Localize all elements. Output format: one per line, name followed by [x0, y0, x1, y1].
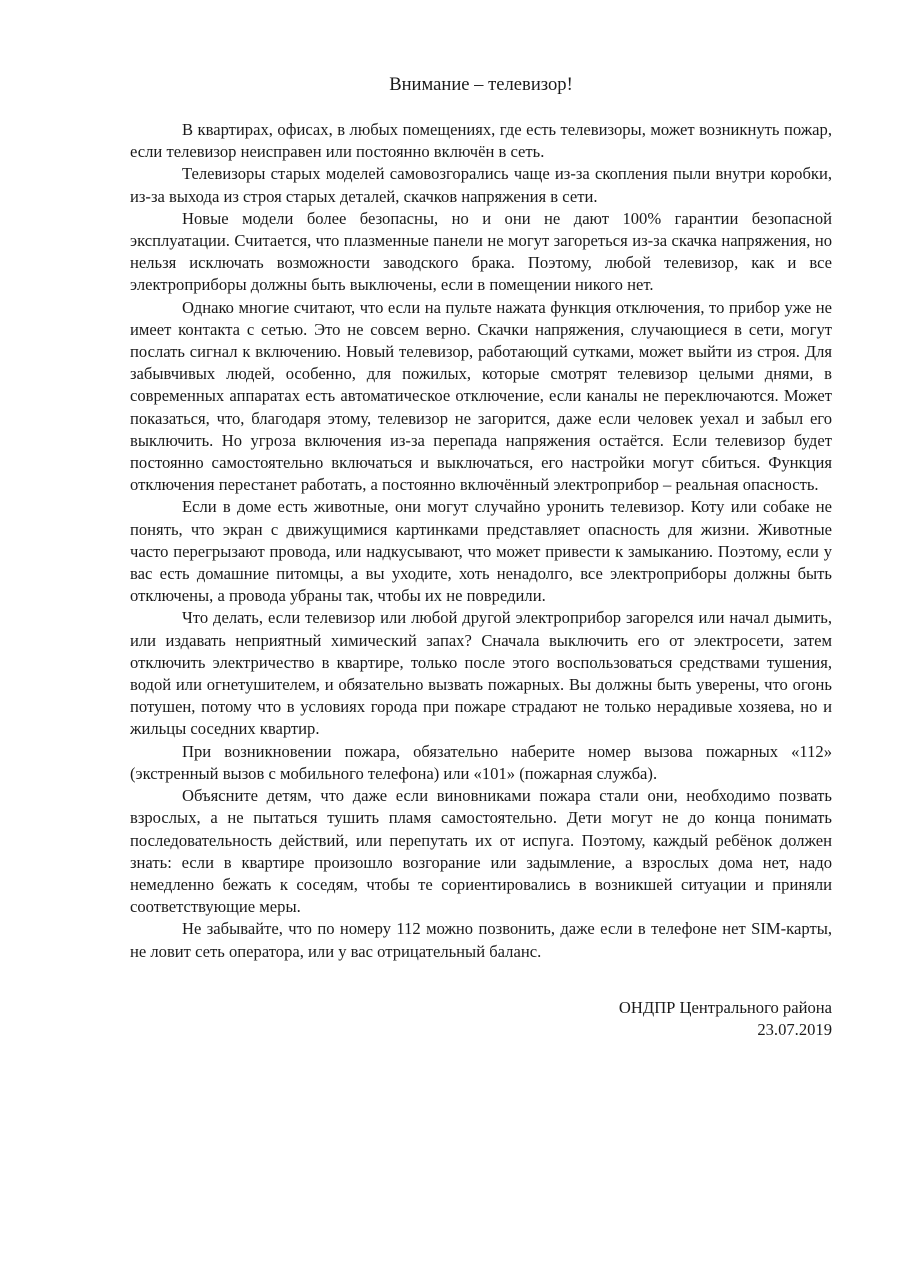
- signature-organization: ОНДПР Центрального района: [618, 997, 832, 1017]
- paragraph: Новые модели более безопасны, но и они не дают 100% гарантии безопасной эксплуатации. Считается, что плазменные панели не могут загореться из-за скачка напряжения, но нельзя исключать возможности заводского брака. Поэтому, любой телевизор, как и все электроприборы должны быть выключены, если в помещении никого нет.: [130, 208, 832, 295]
- paragraph: Телевизоры старых моделей самовозгорались чаще из-за скопления пыли внутри коробки, из-за выхода из строя старых деталей, скачков напряжения в сети.: [130, 164, 832, 206]
- paragraph: Однако многие считают, что если на пульте нажата функция отключения, то прибор уже не имеет контакта с сетью. Это не совсем верно. Скачки напряжения, случающиеся в сети, могут послать сигнал к включению. Новый телевизор, работающий сутками, может выйти из строя. Для забывчивых людей, особенно, для пожилых, которые смотрят телевизор целыми днями, в современных аппаратах есть автоматическое отключение, если каналы не переключаются. Может показаться, что, благодаря этому, телевизор не загорится, даже если человек уехал и забыл его выключить. Но угроза включения из-за перепада напряжения остаётся. Если телевизор будет постоянно самостоятельно включаться и выключаться, его настройки могут сбиться. Функция отключения перестанет работать, а постоянно включённый электроприбор – реальная опасность.: [130, 297, 832, 495]
- signature-block: [130, 997, 832, 1042]
- document-body: [130, 119, 832, 963]
- paragraph: Что делать, если телевизор или любой другой электроприбор загорелся или начал дымить, или издавать неприятный химический запах? Сначала выключить его от электросети, затем отключить электричество в квартире, только после этого воспользоваться средствами тушения, водой или огнетушителем, и обязательно вызвать пожарных. Вы должны быть уверены, что огонь потушен, потому что в условиях города при пожаре страдают не только нерадивые хозяева, но и жильцы соседних квартир.: [130, 608, 832, 739]
- paragraph: Объясните детям, что даже если виновниками пожара стали они, необходимо позвать взрослых, а не пытаться тушить пламя самостоятельно. Дети могут не до конца понимать последовательность действий, или перепутать их от испуга. Поэтому, каждый ребёнок должен знать: если в квартире произошло возгорание или задымление, а взрослых дома нет, надо немедленно бежать к соседям, чтобы те сориентировались в возникшей ситуации и приняли соответствующие меры.: [130, 786, 832, 917]
- paragraph: Не забывайте, что по номеру 112 можно позвонить, даже если в телефоне нет SIM-карты, не ловит сеть оператора, или у вас отрицательный баланс.: [130, 919, 832, 961]
- paragraph: При возникновении пожара, обязательно наберите номер вызова пожарных «112» (экстренный вызов с мобильного телефона) или «101» (пожарная служба).: [130, 741, 832, 783]
- document-title: Внимание – телевизор!: [389, 74, 573, 95]
- paragraph: В квартирах, офисах, в любых помещениях, где есть телевизоры, может возникнуть пожар, если телевизор неисправен или постоянно включён в сеть.: [130, 120, 832, 162]
- paragraph: Если в доме есть животные, они могут случайно уронить телевизор. Коту или собаке не понять, что экран с движущимися картинками представляет опасность для жизни. Животные часто перегрызают провода, или надкусывают, что может привести к замыканию. Поэтому, если у вас есть домашние питомцы, а вы уходите, хоть ненадолго, все электроприборы должны быть отключены, а провода убраны так, чтобы их не повредили.: [130, 497, 832, 606]
- signature-date: 23.07.2019: [757, 1020, 832, 1040]
